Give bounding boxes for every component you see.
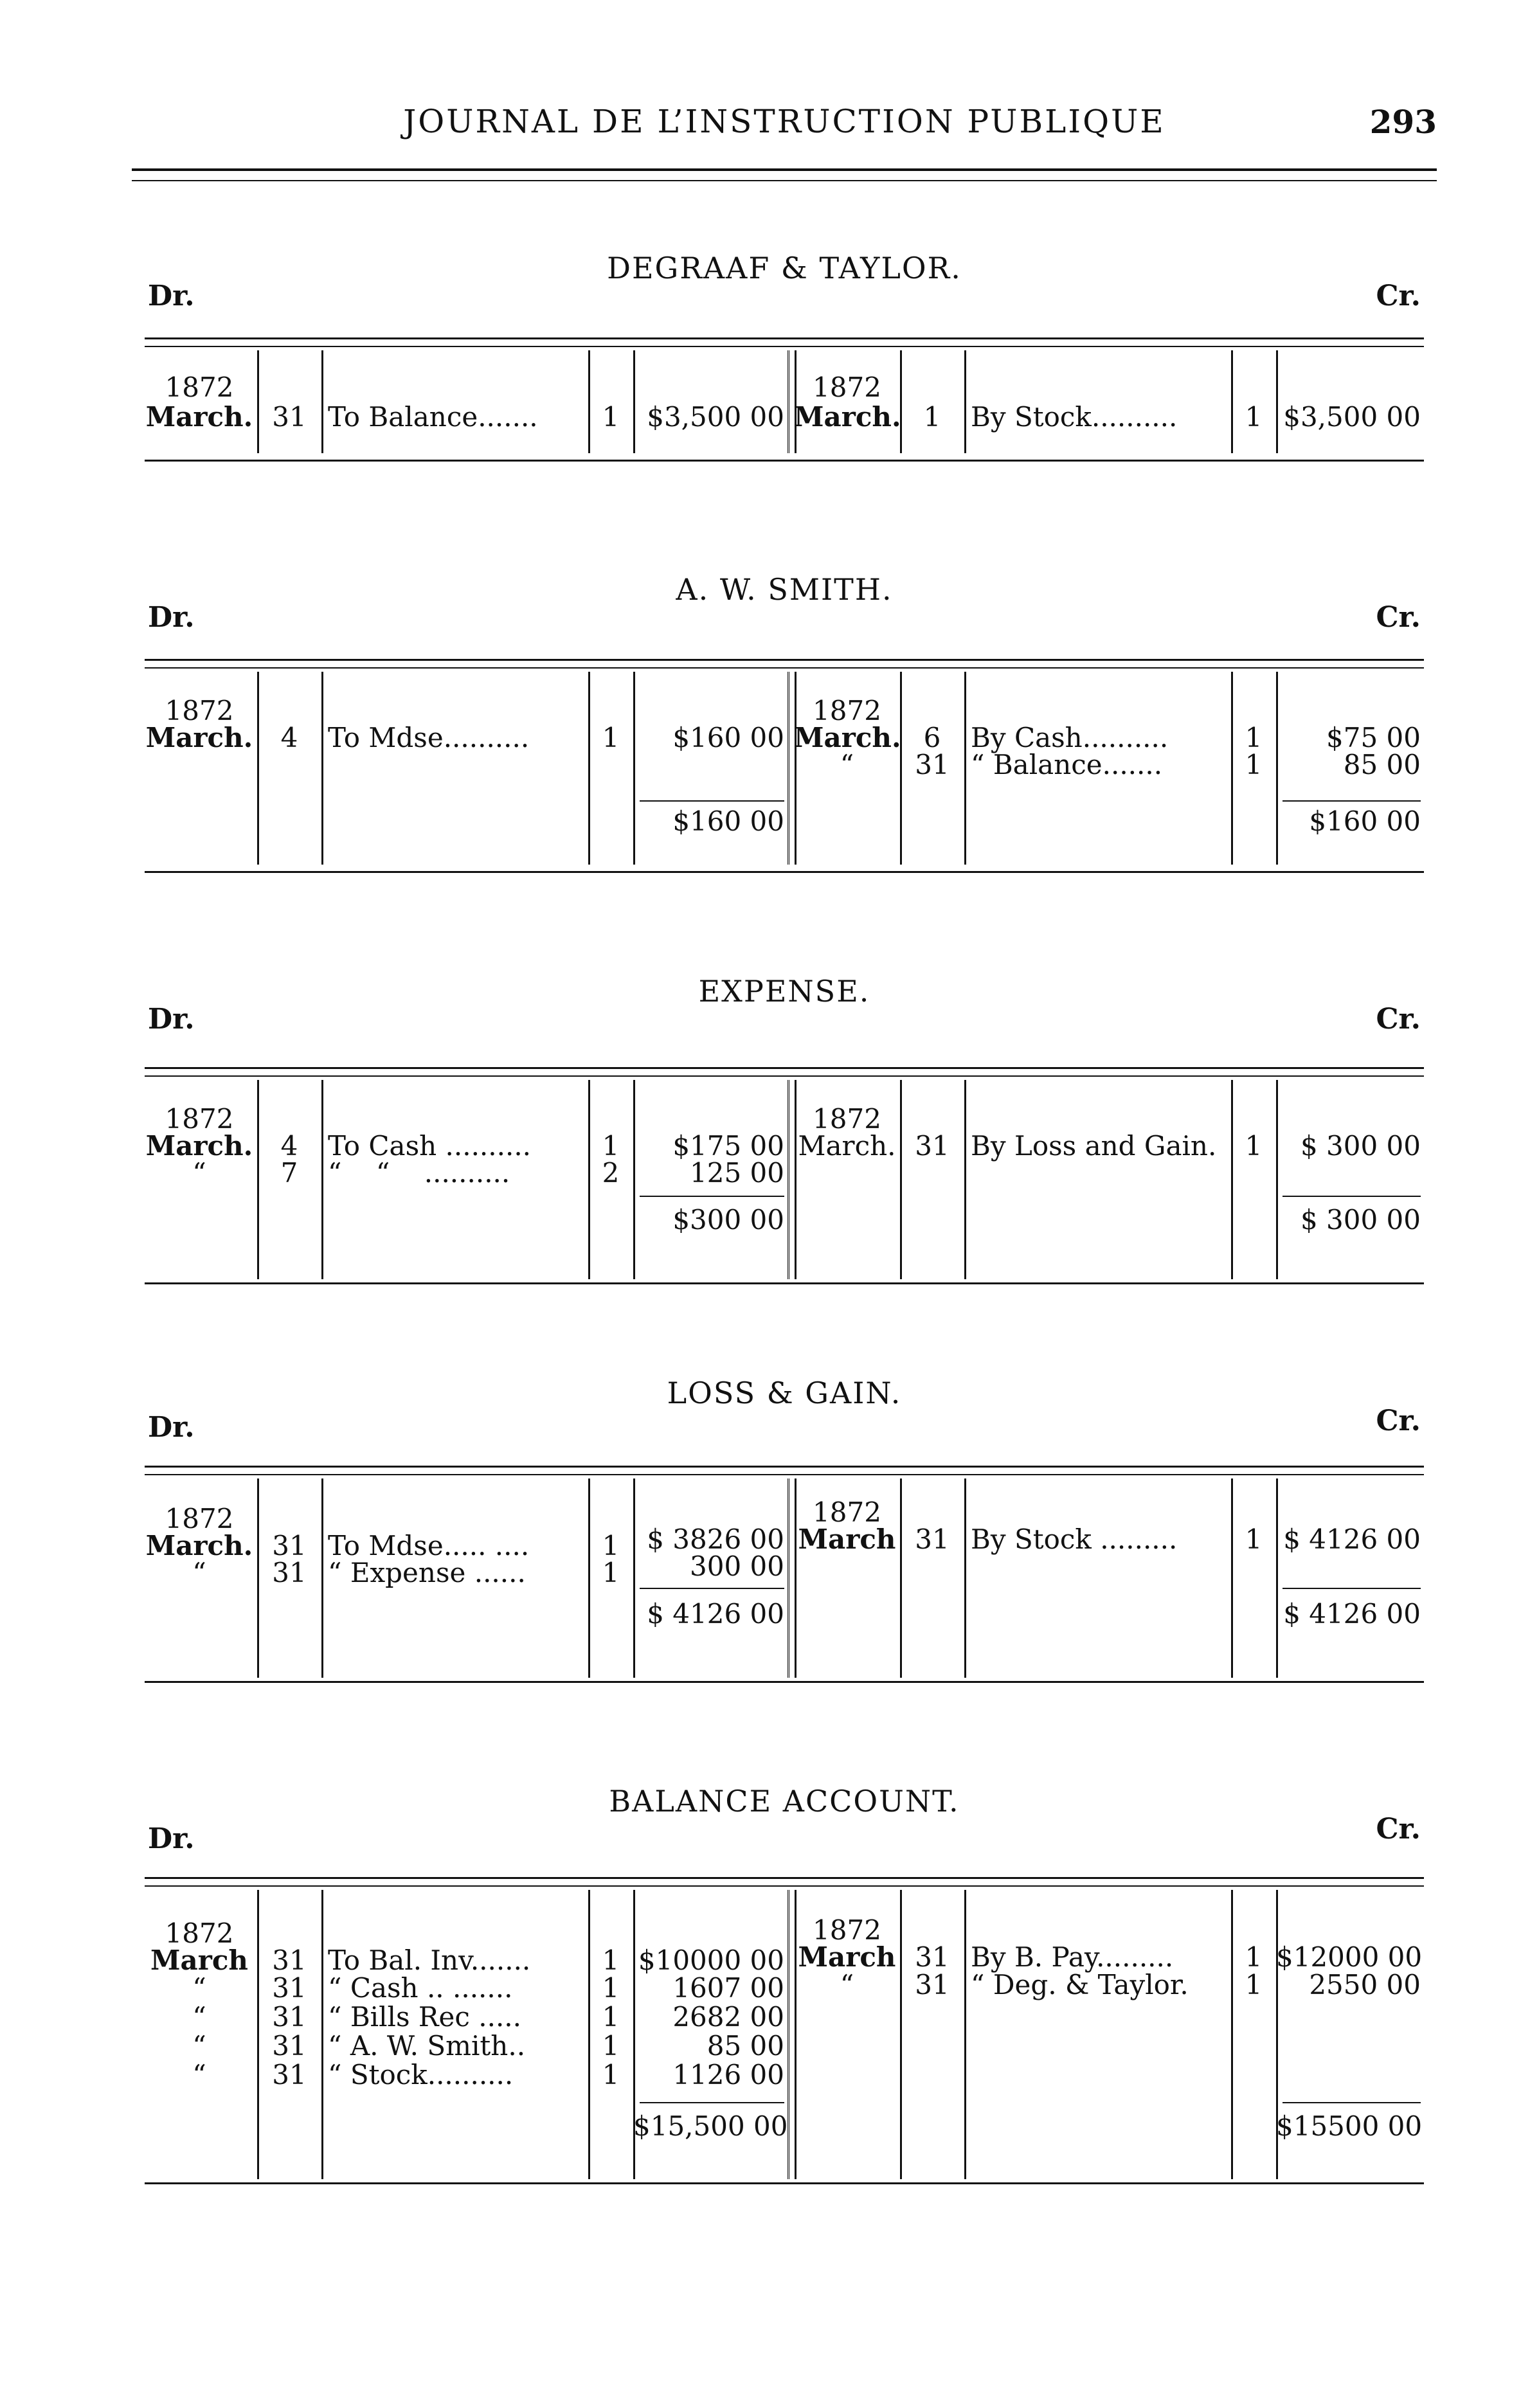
debit-label: Dr. — [148, 601, 195, 634]
account-bottom-rule — [145, 871, 1424, 873]
debit-month: “ — [192, 2059, 206, 2090]
debit-amount: 2682 00 — [672, 2001, 784, 2033]
account-expense — [145, 974, 1424, 1295]
credit-year: 1872 — [813, 1496, 881, 1528]
debit-year: 1872 — [165, 1103, 234, 1135]
debit-total: $300 00 — [672, 1204, 784, 1235]
debit-year: 1872 — [165, 1503, 234, 1534]
credit-folio: 1 — [1245, 1523, 1263, 1555]
debit-label: Dr. — [148, 1003, 195, 1036]
account-title: DEGRAAF & TAYLOR. — [607, 251, 962, 285]
credit-amount: $ 4126 00 — [1283, 1523, 1421, 1555]
account-bottom-rule — [145, 1282, 1424, 1284]
debit-label: Dr. — [148, 1822, 195, 1855]
credit-folio: 1 — [1245, 722, 1263, 753]
debit-day: 4 — [280, 1130, 298, 1162]
credit-day: 31 — [915, 1523, 950, 1555]
debit-month: March. — [145, 401, 253, 433]
debit-description: “ Expense ...... — [328, 1557, 526, 1588]
account-title: EXPENSE. — [698, 974, 870, 1009]
account-bottom-rule — [145, 2182, 1424, 2184]
debit-day: 7 — [280, 1157, 298, 1189]
credit-label: Cr. — [1376, 1003, 1421, 1036]
debit-folio: 1 — [602, 1945, 620, 1976]
debit-description: To Cash .......... — [328, 1130, 532, 1162]
debit-folio: 1 — [602, 2059, 620, 2090]
debit-month: March — [150, 1945, 248, 1976]
credit-day: 1 — [923, 401, 941, 433]
account-top-rule — [145, 1877, 1424, 1887]
credit-description: “ Deg. & Taylor. — [971, 1969, 1189, 2000]
credit-amount: 85 00 — [1343, 749, 1421, 780]
credit-folio: 1 — [1245, 1130, 1263, 1162]
debit-description: “ A. W. Smith.. — [328, 2030, 526, 2062]
debit-day: 31 — [272, 1530, 307, 1561]
header-rule — [132, 168, 1437, 181]
debit-day: 31 — [272, 2059, 307, 2090]
debit-total-rule — [640, 1588, 784, 1589]
account-degraaf-taylor — [145, 251, 1424, 469]
debit-folio: 1 — [602, 1530, 620, 1561]
ledger-table — [145, 1890, 1424, 2179]
credit-folio: 1 — [1245, 1941, 1263, 1973]
credit-description: By B. Pay......... — [971, 1941, 1174, 1973]
debit-amount: 1607 00 — [672, 1972, 784, 2004]
debit-folio: 1 — [602, 1557, 620, 1588]
account-title: BALANCE ACCOUNT. — [609, 1784, 960, 1819]
credit-label: Cr. — [1376, 1405, 1421, 1437]
credit-folio: 1 — [1245, 749, 1263, 780]
debit-description: To Mdse.......... — [328, 722, 530, 753]
credit-description: By Cash.......... — [971, 722, 1169, 753]
debit-label: Dr. — [148, 1411, 195, 1444]
debit-description: To Mdse..... .... — [328, 1530, 530, 1561]
debit-year: 1872 — [165, 695, 234, 726]
credit-folio: 1 — [1245, 401, 1263, 433]
debit-amount: $ 3826 00 — [647, 1523, 784, 1555]
account-top-rule — [145, 1067, 1424, 1077]
debit-total-rule — [640, 800, 784, 802]
debit-folio: 1 — [602, 722, 620, 753]
credit-total: $ 4126 00 — [1283, 1598, 1421, 1630]
account-top-rule — [145, 337, 1424, 347]
debit-month: March. — [145, 1530, 253, 1561]
credit-description: By Stock ......... — [971, 1523, 1178, 1555]
credit-label: Cr. — [1376, 601, 1421, 634]
credit-day: 31 — [915, 1969, 950, 2000]
debit-folio: 2 — [602, 1157, 620, 1189]
credit-amount: $75 00 — [1326, 722, 1421, 753]
debit-amount: $10000 00 — [638, 1945, 784, 1976]
debit-amount: $3,500 00 — [647, 401, 784, 433]
debit-month: March. — [145, 722, 253, 753]
debit-description: “ Bills Rec ..... — [328, 2001, 521, 2033]
debit-label: Dr. — [148, 280, 195, 312]
credit-month: March. — [794, 722, 901, 753]
debit-day: 31 — [272, 1972, 307, 2004]
debit-total-rule — [640, 1196, 784, 1197]
account-top-rule — [145, 659, 1424, 669]
credit-total: $ 300 00 — [1300, 1204, 1421, 1235]
account-title: LOSS & GAIN. — [667, 1376, 902, 1410]
credit-month: “ — [840, 749, 854, 780]
credit-month: “ — [840, 1969, 854, 2000]
credit-year: 1872 — [813, 1103, 881, 1135]
debit-folio: 1 — [602, 2030, 620, 2062]
debit-total: $15,500 00 — [633, 2110, 788, 2142]
debit-description: To Balance....... — [328, 401, 538, 433]
credit-day: 6 — [923, 722, 941, 753]
credit-label: Cr. — [1376, 1813, 1421, 1846]
credit-amount: 2550 00 — [1309, 1969, 1421, 2000]
debit-day: 31 — [272, 2001, 307, 2033]
debit-total: $160 00 — [672, 805, 784, 837]
credit-total-rule — [1282, 1196, 1421, 1197]
credit-day: 31 — [915, 1130, 950, 1162]
debit-description: “ “ .......... — [328, 1157, 510, 1189]
credit-amount: $12000 00 — [1276, 1941, 1423, 1973]
debit-year: 1872 — [165, 1918, 234, 1949]
debit-amount: 300 00 — [690, 1550, 784, 1582]
credit-year: 1872 — [813, 695, 881, 726]
credit-total: $160 00 — [1309, 805, 1421, 837]
debit-month: “ — [192, 1972, 206, 2004]
credit-total-rule — [1282, 1588, 1421, 1589]
credit-amount: $3,500 00 — [1283, 401, 1421, 433]
credit-year: 1872 — [813, 1914, 881, 1946]
credit-month: March. — [798, 1130, 896, 1162]
credit-total: $15500 00 — [1276, 2110, 1423, 2142]
debit-day: 4 — [280, 722, 298, 753]
debit-month: “ — [192, 1557, 206, 1588]
credit-month: March — [798, 1523, 896, 1555]
debit-month: March. — [145, 1130, 253, 1162]
debit-amount: $160 00 — [672, 722, 784, 753]
debit-day: 31 — [272, 1945, 307, 1976]
debit-month: “ — [192, 2030, 206, 2062]
ledger-table — [145, 1080, 1424, 1279]
debit-total: $ 4126 00 — [647, 1598, 784, 1630]
debit-amount: 1126 00 — [672, 2059, 784, 2090]
credit-total-rule — [1282, 800, 1421, 802]
account-loss-gain — [145, 1376, 1424, 1697]
debit-day: 31 — [272, 1557, 307, 1588]
credit-description: By Stock.......... — [971, 401, 1178, 433]
account-aw-smith — [145, 572, 1424, 881]
debit-day: 31 — [272, 2030, 307, 2062]
credit-description: “ Balance....... — [971, 749, 1163, 780]
debit-description: To Bal. Inv....... — [328, 1945, 531, 1976]
account-bottom-rule — [145, 460, 1424, 462]
credit-month: March — [798, 1941, 896, 1973]
credit-day: 31 — [915, 749, 950, 780]
debit-month: “ — [192, 1157, 206, 1189]
debit-folio: 1 — [602, 401, 620, 433]
credit-total-rule — [1282, 2102, 1421, 2103]
debit-amount: 125 00 — [690, 1157, 784, 1189]
page-number: 293 — [1369, 103, 1437, 141]
account-balance — [145, 1784, 1424, 2195]
ledger-table — [145, 1478, 1424, 1678]
credit-amount: $ 300 00 — [1300, 1130, 1421, 1162]
debit-folio: 1 — [602, 2001, 620, 2033]
credit-year: 1872 — [813, 372, 881, 403]
account-bottom-rule — [145, 1681, 1424, 1683]
credit-description: By Loss and Gain. — [971, 1130, 1217, 1162]
debit-amount: $175 00 — [672, 1130, 784, 1162]
journal-title: JOURNAL DE L’INSTRUCTION PUBLIQUE — [403, 103, 1166, 140]
ledger-table — [145, 672, 1424, 865]
account-top-rule — [145, 1466, 1424, 1475]
account-title: A. W. SMITH. — [676, 572, 893, 607]
credit-folio: 1 — [1245, 1969, 1263, 2000]
debit-year: 1872 — [165, 372, 234, 403]
ledger-table — [145, 350, 1424, 453]
debit-description: “ Cash .. ....... — [328, 1972, 513, 2004]
debit-month: “ — [192, 2001, 206, 2033]
debit-total-rule — [640, 2102, 784, 2103]
debit-description: “ Stock.......... — [328, 2059, 514, 2090]
debit-folio: 1 — [602, 1972, 620, 2004]
page-header — [132, 103, 1437, 141]
debit-day: 31 — [272, 401, 307, 433]
credit-day: 31 — [915, 1941, 950, 1973]
debit-amount: 85 00 — [706, 2030, 784, 2062]
debit-folio: 1 — [602, 1130, 620, 1162]
credit-month: March. — [794, 401, 901, 433]
credit-label: Cr. — [1376, 280, 1421, 312]
